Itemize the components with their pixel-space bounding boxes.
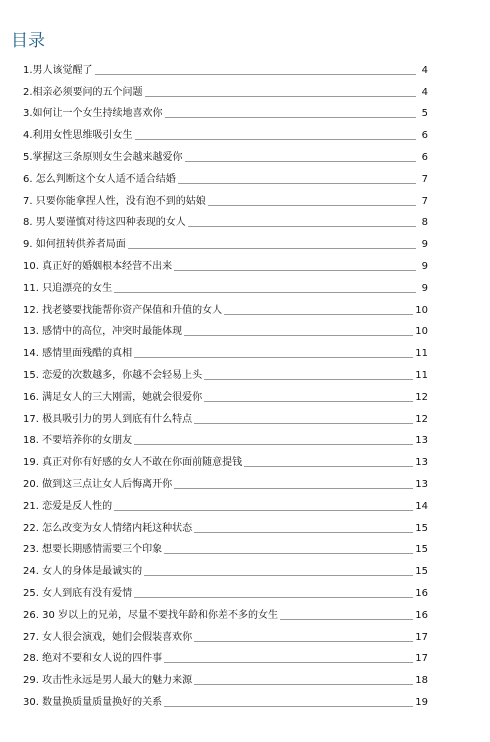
toc-leader-line	[134, 597, 413, 598]
toc-leader-line	[194, 532, 413, 533]
toc-entry[interactable]	[23, 78, 428, 100]
toc-entry-label: 27. 女人很会演戏，她们会假装喜欢你	[23, 631, 193, 643]
toc-leader-line	[164, 553, 413, 554]
toc-entry-page-number: 16	[415, 587, 428, 599]
toc-entry-page-number: 17	[415, 653, 428, 665]
toc-entry-page-number: 18	[415, 675, 428, 687]
toc-entry-page-number: 12	[415, 413, 428, 425]
toc-entry-label: 14. 感情里面残酷的真相	[23, 348, 133, 360]
toc-entry-page-number: 16	[415, 609, 428, 621]
toc-entry-label: 21. 恋爱是反人性的	[23, 500, 113, 512]
toc-entry[interactable]	[23, 339, 428, 361]
toc-entry-page-number: 6	[421, 130, 428, 142]
toc-entry-page-number: 6	[421, 151, 428, 163]
toc-entry[interactable]	[23, 209, 428, 231]
toc-entry-page-number: 13	[415, 478, 428, 490]
toc-leader-line	[208, 205, 416, 206]
toc-entry[interactable]	[23, 165, 428, 187]
toc-entry-page-number: 15	[415, 566, 428, 578]
toc-entry-page-number: 9	[421, 239, 428, 251]
toc-entry[interactable]	[23, 361, 428, 383]
toc-leader-line	[185, 161, 416, 162]
toc-entry[interactable]	[23, 318, 428, 340]
toc-entry-page-number: 7	[421, 173, 428, 185]
toc-leader-line	[134, 444, 413, 445]
toc-entry-label: 6. 怎么判断这个女人适不适合结婚	[23, 173, 176, 185]
toc-leader-line	[178, 183, 416, 184]
toc-leader-line	[188, 226, 416, 227]
toc-leader-line	[174, 270, 416, 271]
toc-entry-label: 26. 30 岁以上的兄弟，尽量不要找年龄和你差不多的女生	[23, 609, 278, 621]
toc-entry-label: 19. 真正对你有好感的女人不敢在你面前随意提钱	[23, 457, 243, 469]
toc-entry[interactable]	[23, 645, 428, 667]
toc-entry[interactable]	[23, 296, 428, 318]
toc-entry-page-number: 4	[421, 86, 428, 98]
toc-entry[interactable]	[23, 492, 428, 514]
toc-leader-line	[204, 401, 413, 402]
toc-entry[interactable]	[23, 601, 428, 623]
toc-entry-page-number: 15	[415, 544, 428, 556]
toc-entry[interactable]	[23, 427, 428, 449]
toc-entry[interactable]	[23, 666, 428, 688]
toc-entry-label: 2.相亲必须要问的五个问题	[23, 86, 143, 98]
toc-leader-line	[194, 684, 413, 685]
toc-entry-page-number: 17	[415, 631, 428, 643]
toc-leader-line	[194, 423, 413, 424]
toc-leader-line	[134, 357, 413, 358]
toc-entry[interactable]	[23, 143, 428, 165]
toc-leader-line	[174, 488, 413, 489]
toc-entry-label: 15. 恋爱的次数越多，你越不会轻易上头	[23, 369, 203, 381]
toc-entry[interactable]	[23, 623, 428, 645]
toc-entry[interactable]	[23, 405, 428, 427]
toc-entry-label: 8. 男人要谨慎对待这四种表现的女人	[23, 217, 186, 229]
toc-leader-line	[184, 335, 413, 336]
toc-leader-line	[244, 466, 413, 467]
toc-entry[interactable]	[23, 274, 428, 296]
toc-entry-page-number: 11	[415, 369, 428, 381]
toc-entry-page-number: 8	[421, 217, 428, 229]
toc-leader-line	[145, 96, 416, 97]
toc-list	[23, 56, 428, 710]
toc-entry-label: 28. 绝对不要和女人说的四件事	[23, 653, 163, 665]
toc-entry-label: 25. 女人到底有没有爱情	[23, 587, 133, 599]
toc-entry[interactable]	[23, 187, 428, 209]
toc-entry-label: 22. 怎么改变为女人情绪内耗这种状态	[23, 522, 193, 534]
toc-entry-page-number: 19	[415, 696, 428, 708]
toc-leader-line	[135, 139, 416, 140]
toc-entry-label: 3.如何让一个女生持续地喜欢你	[23, 108, 163, 120]
toc-entry-label: 10. 真正好的婚姻根本经营不出来	[23, 260, 173, 272]
toc-entry-page-number: 7	[421, 195, 428, 207]
toc-entry-page-number: 9	[421, 282, 428, 294]
toc-entry-page-number: 13	[415, 435, 428, 447]
toc-entry[interactable]	[23, 100, 428, 122]
toc-entry-label: 17. 极具吸引力的男人到底有什么特点	[23, 413, 193, 425]
toc-entry-label: 11. 只追漂亮的女生	[23, 282, 113, 294]
toc-entry[interactable]	[23, 470, 428, 492]
toc-entry-label: 4.利用女性思维吸引女生	[23, 130, 133, 142]
toc-entry-label: 30. 数量换质量质量换好的关系	[23, 696, 163, 708]
toc-entry[interactable]	[23, 536, 428, 558]
toc-entry-page-number: 12	[415, 391, 428, 403]
toc-entry-label: 1.男人该觉醒了	[23, 64, 93, 76]
toc-entry[interactable]	[23, 514, 428, 536]
toc-leader-line	[224, 314, 413, 315]
toc-entry-page-number: 10	[415, 326, 428, 338]
toc-leader-line	[144, 575, 413, 576]
toc-entry-page-number: 5	[421, 108, 428, 120]
toc-entry[interactable]	[23, 557, 428, 579]
toc-entry[interactable]	[23, 579, 428, 601]
toc-entry[interactable]	[23, 688, 428, 710]
toc-entry-page-number: 15	[415, 522, 428, 534]
toc-title: 目录	[11, 31, 45, 51]
toc-entry[interactable]	[23, 56, 428, 78]
toc-entry-label: 24. 女人的身体是最诚实的	[23, 566, 143, 578]
toc-entry-label: 7. 只要你能拿捏人性，没有泡不到的姑娘	[23, 195, 206, 207]
toc-entry-label: 16. 满足女人的三大刚需，她就会很爱你	[23, 391, 203, 403]
toc-leader-line	[204, 379, 413, 380]
toc-entry-page-number: 10	[415, 304, 428, 316]
toc-entry[interactable]	[23, 230, 428, 252]
toc-entry-page-number: 11	[415, 348, 428, 360]
toc-entry-label: 13. 感情中的高位，冲突时最能体现	[23, 326, 183, 338]
toc-entry[interactable]	[23, 121, 428, 143]
toc-entry-label: 12. 找老婆要找能帮你资产保值和升值的女人	[23, 304, 223, 316]
toc-leader-line	[164, 706, 413, 707]
toc-leader-line	[194, 641, 413, 642]
toc-leader-line	[280, 619, 413, 620]
toc-entry-label: 18. 不要培养你的女朋友	[23, 435, 133, 447]
toc-entry-page-number: 4	[421, 64, 428, 76]
toc-leader-line	[114, 292, 416, 293]
toc-entry-label: 9. 如何扭转供养者局面	[23, 239, 126, 251]
toc-entry-label: 20. 做到这三点让女人后悔离开你	[23, 478, 173, 490]
toc-entry-page-number: 14	[415, 500, 428, 512]
toc-entry-page-number: 9	[421, 260, 428, 272]
toc-leader-line	[165, 117, 416, 118]
toc-entry[interactable]	[23, 448, 428, 470]
toc-entry-label: 29. 攻击性永远是男人最大的魅力来源	[23, 675, 193, 687]
toc-entry-label: 23. 想要长期感情需要三个印象	[23, 544, 163, 556]
toc-leader-line	[128, 248, 416, 249]
toc-entry-page-number: 13	[415, 457, 428, 469]
toc-entry-label: 5.掌握这三条原则女生会越来越爱你	[23, 151, 183, 163]
toc-leader-line	[114, 510, 413, 511]
toc-leader-line	[95, 74, 416, 75]
toc-entry[interactable]	[23, 252, 428, 274]
toc-leader-line	[164, 662, 413, 663]
toc-entry[interactable]	[23, 383, 428, 405]
